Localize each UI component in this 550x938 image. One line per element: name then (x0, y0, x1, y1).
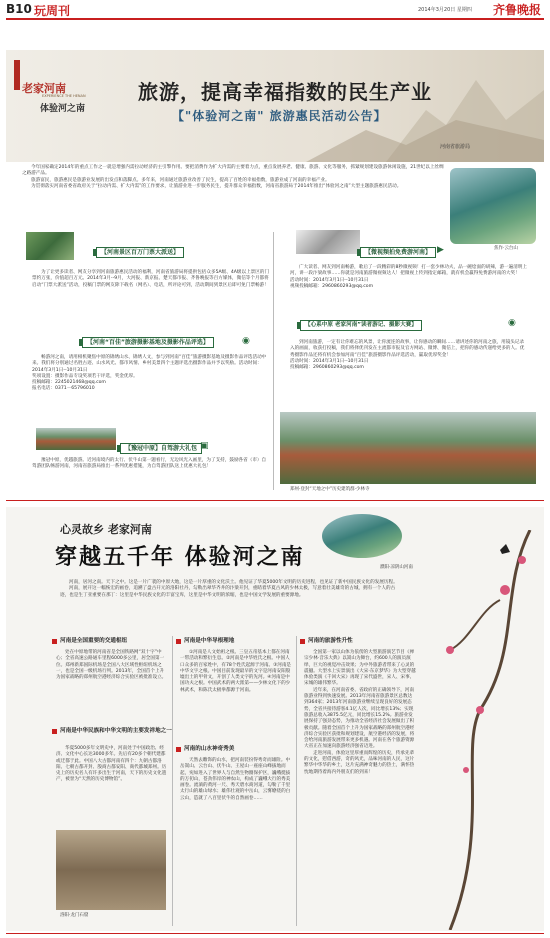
photography-body: 畅游河之南，请用相机聚焦中原的锦绣山水、锦绣人文，参与到河南“百佳”旅游摄影基地及摄影作品评选活动中来。我们将分别通过名胜古迹、山水风光、都市风情、乡村美景四个主题评选出摄影作品并予以奖励。活动时间：2014年3月1日--10月31日 (32, 355, 267, 373)
section-title-selfdrive: 【豫冠中原】自驾游大礼包 (120, 443, 202, 454)
feature-lead (60, 580, 404, 599)
shaolin-temple-photo (280, 412, 536, 484)
photo-caption: 洛阳·龙门石窟 (60, 913, 89, 918)
banner-subheadline: 【"体验河之南" 旅游惠民活动公告】 (172, 109, 387, 123)
column-paragraph: ①河南是人文始祖之根。三皇五帝基本上都在河南一带活动和繁衍生息。②河南是中华姓氏之根。中国人口众多的百家姓中，有78个姓氏起源于河南。③河南是中华文字之根。中国目前发现最早的文字是河南安阳殷墟出土的甲骨文，开创了人类文字的先河。④河南是中国功夫之根。中国武术的两大派第——少林文化下的少林武术，和陈氏太极拳都源于河南。 (180, 650, 292, 693)
intro-text (22, 165, 448, 190)
travelogue-body: 到河南旅游，一定有让你难忘的风景，让你流连的故事，让你感动的瞬间……请讲述你的河南之旅，用镜头记录入的画面，收获打投稿，我们将择优刊发在主流都市报及官方网站、微博、微信上，把你的感动传递给更多的人。优秀摄影作品还将有机会参加河南“百佳”旅游摄影作品评选活动，赢取优厚奖金！ (290, 340, 525, 358)
newspaper-logo: 齐鲁晚报 (493, 3, 542, 17)
column-paragraph: 全国第一家以山体为依傍的大型旅游演艺节目《禅宗少林·音乐大典》以嵩山为舞台，约600人的演员演绎，巨大的视觉冲击效果；为中外旅游者带来了心灵的震撼。大型水上实景演出《大宋·东京梦华》为大型穿越体验类演《千回大宋》再现了宋代盛世，宋人、宋事、宋城的雄伟繁华。 (304, 650, 416, 687)
scenery-photo (26, 232, 74, 260)
photo-caption: 焦作·云台山 (494, 246, 518, 251)
section-title-microvideo: 【微视频拍免费游河南】 (360, 247, 436, 258)
section-title-photography: 【河南“百佳”旅游摄影基地及摄影作品评选】 (82, 337, 214, 348)
column-heading: 河南的山水神奇秀美 (176, 746, 234, 753)
travelogue-email: 投稿邮箱：2960860293@qq.com (290, 365, 364, 371)
column-divider (172, 636, 173, 926)
banner-headline: 旅游，提高幸福指数的民生产业 (138, 80, 432, 104)
selfdrive-body: 豫冠中原，优越旅游。近河南境内的太行、伏牛山第一题看行，无边风光入画里，为了支持，鼓励各省（市）自驾游团队畅游河南，河南省旅游局推出一系列优惠措施，为自驾游团队送上优惠大礼包！ (32, 458, 267, 470)
river-photo (322, 514, 402, 558)
travelogue-text (290, 340, 528, 371)
header-rule (6, 18, 544, 20)
page-header (0, 0, 550, 18)
logo-english: EXPERIENCE THE HENAN (42, 94, 86, 98)
column-text (180, 758, 292, 802)
tickets-text (32, 270, 270, 289)
column-paragraph: 近年来，在河南省委、省政府的正确领导下，河南旅游业得到快速发展。2013年河南省旅游景区总数达到364家；2013年河南旅游业继续呈现良好的发展态势，全省共接待游客4.1亿人次，同比增长13%；实现旅游总收入3875.5亿元，同比增长15.2%。旅游业发展保持了强劲态势，为推动全省经济社会发展做出了积极贡献。随着全国首个上升为国家战略的郑州航空港经济综合实验区获批和规划建设，航空港经济的发展，将会给河南旅游发展带来更多机遇。河南在各个旅游资源大省正在加速向旅游经济强省迈进。 (304, 687, 415, 750)
column-paragraph: 天然去雕饰的山水，把河南装扮得秀奇而雄险。中岳嵩山、云台山、伏牛山、王屋山一座座山峰拔地而起，宛如进入了世界人与自然生物圈保护区，巍峨挺拔的万仞山，苍劲伟岸的神农山，构成了巍峨大行的秀美画卷。流淌的黄河一尺、秀天碧水商河道，勾勒了千里太行山的雄山绿水；雄伟壮观的中岳山，云雾缭绕的白云山，造就了八百里伏牛的自然画卷…… (180, 758, 291, 801)
footer-rule (6, 933, 544, 934)
microvideo-text (290, 265, 528, 290)
section-rule (6, 500, 544, 501)
column-name: 玩周刊 (34, 4, 71, 18)
intro-paragraph: 为贯彻落实河南省委省政府关于“拉动内需、扩大内需”的工作要求，让旅游业进一步服务民生，提升群众幸福指数，河南省旅游局于2014年推出“体验河之南”大型主题旅游惠民活动。 (31, 183, 402, 189)
column-heading: 河南的旅游性升性 (300, 638, 353, 645)
column-text (180, 650, 292, 694)
plum-blossom-illustration (410, 530, 540, 930)
photo-caption: 郑州·登封“天地之中”历史建筑群·少林寺 (290, 487, 370, 492)
lead-paragraph: 河南，展开这一幅恢宏的画卷，追溯了盘古开元的洛阳社丹，勾勒出翠华齐井的汴梁开封，重睹着华夏古风的少林太极，写意着壮美雄奇的古城，拥有一个人的古迹，也是生丁亚重要在那丁：这里是中华民族文化的丰富宝库，这里是中华文明的浓缩，也是中国文学发展的重要源地。 (60, 586, 396, 598)
intro-paragraph: 旅游富民，旅游惠民是旅游业发展的出发点和落脚点。多年来，河南通过旅游业改善了民生，提高了百姓的幸福指数，旅游业成了河南的幸福产业。 (31, 177, 330, 183)
camera-icon: ◉ (508, 318, 516, 328)
microvideo-period: 活动时间：2014年3月1日--10月31日 (290, 277, 369, 283)
section-title-tickets: 【河南景区百万门票大派送】 (96, 247, 184, 258)
issue-date: 2014年3月20日 星期四 (418, 7, 472, 13)
video-camera-photo (296, 230, 360, 254)
feature-slogan: 心灵故乡 老家河南 (60, 523, 152, 536)
selfdrive-text (32, 458, 270, 471)
logo-title: 老家河南 (22, 82, 66, 95)
microvideo-email: 视频投稿邮箱：2960860293@qq.com (290, 283, 374, 289)
column-paragraph: 华夏5000多年文明史中，河南处于中国政治、经济、文化中心长达3000多年。先后有20多个朝代建都或迁都于此。中国八大古都河南有四个：九朝古都洛阳、七朝古都开封、殷商古都安阳、商代都城郑州。历史上的历史名人有许多出生于河南，天下的历史文化遗产，被誉为“天然的历史博物馆”。 (56, 746, 167, 783)
tickets-body: 为了让更多读者、网友分享到河南旅游惠民活动的福利，河南省旅游局将提供包括众多5A级、4A级以上景区的门票约万张，价值超百万元。2014年3月--9月，大河报、新京报、楚天都市报、齐鲁晚报等百方媒体，微信等个月都将启动“门票大派送”活动，投稿门票的网友除下载名（网名）、电话，所评论可到，活动期间到景区后即可免门票畅游！ (32, 270, 270, 288)
camera-icon: ◉ (242, 336, 250, 346)
column-text (304, 650, 416, 776)
longmen-grottoes-photo (56, 830, 166, 910)
photography-text (32, 355, 270, 393)
column-text (56, 746, 168, 784)
logo-subtitle: 体验河之南 (40, 104, 86, 114)
page-number: B10 (6, 2, 32, 16)
travelogue-period: 活动时间：2014年3月1日--10月31日 (290, 358, 369, 364)
temple-photo (36, 428, 116, 450)
photography-prize: 奖项设置：摄影作品专设奖项若干评选，奖金优厚。 (32, 373, 138, 379)
intro-paragraph: 今年国家确定2014年的重点工作之一就是增强内需拉动经济的主引擎作用。要把消费作为扩大内需的主要着力点，重点发展养老、健康、旅游、文化等服务，抓紧规划建设旅游休闲设施，21世纪以上丝绸之路游产品。 (22, 165, 444, 177)
column-paragraph: 处在中原地带的河南省是全国铁路网“双十字”中心；全省高速公路通车里程6000多公里，居全国第一位。郑州新郑国际机场是全国八大区域性枢纽机场之一，也是全国一级机场行列。2013年，全国首个上升为国家战略的郑州航空港经济综合实验区被批准设立。 (56, 650, 167, 681)
photo-caption: 濮阳·凉阴山河南 (380, 565, 413, 570)
photography-phone: 报名电话：0371－65796010 (32, 386, 95, 392)
gift-icon: ▣ (200, 441, 209, 451)
microvideo-body: 广大读者、网友到河南畅游，歌后了一段精彩的8秒微视频！打一套少林功夫，品一碗烩面的胡辣，游一遍清明上河，讲一段汴梁故事……你就是河南旅游微视频达人！把微视上传到指定邮箱，就有机会赢得免费游河南的大奖！ (290, 265, 528, 277)
video-icon: ▶ (437, 245, 444, 255)
column-text (56, 650, 168, 681)
column-divider (296, 636, 297, 926)
section-title-travelogue: 【心系中原 老家河南”读者游记、摄影大赛】 (300, 320, 422, 331)
column-heading: 河南是中华导根理地 (176, 638, 234, 645)
column-heading: 河南是中华民族和中华文明的主要发祥地之一 (52, 728, 172, 735)
lead-paragraph: 河南，居河之南。天下之中。这是一片广袤的中原大地，这是一片厚重的文化沃土。他见证了华夏5000年文明的历史进程，也见证了新中国民族文化的发展历程。 (69, 580, 398, 585)
feature-title: 穿越五千年 体验河之南 (55, 544, 305, 570)
issuer: 河南省旅游局 (440, 144, 471, 150)
column-divider (273, 232, 274, 490)
logo-seal-mark (14, 60, 20, 90)
photography-email: 投稿邮箱：2245021468@qq.com (32, 380, 106, 386)
yuntai-mountain-photo (450, 168, 536, 244)
column-heading: 河南是全国重要的交通枢纽 (52, 638, 127, 645)
column-paragraph: 走进河南，体验这里厚重而辉煌的历史，传承先辈的文化，慰借西游，奇的风光，品味河南的人民，这片繁华中华华的乡土，这片充满神奇魅力的热土，满怀热忱地期待着海内外朋友们的到来！ (304, 750, 415, 775)
